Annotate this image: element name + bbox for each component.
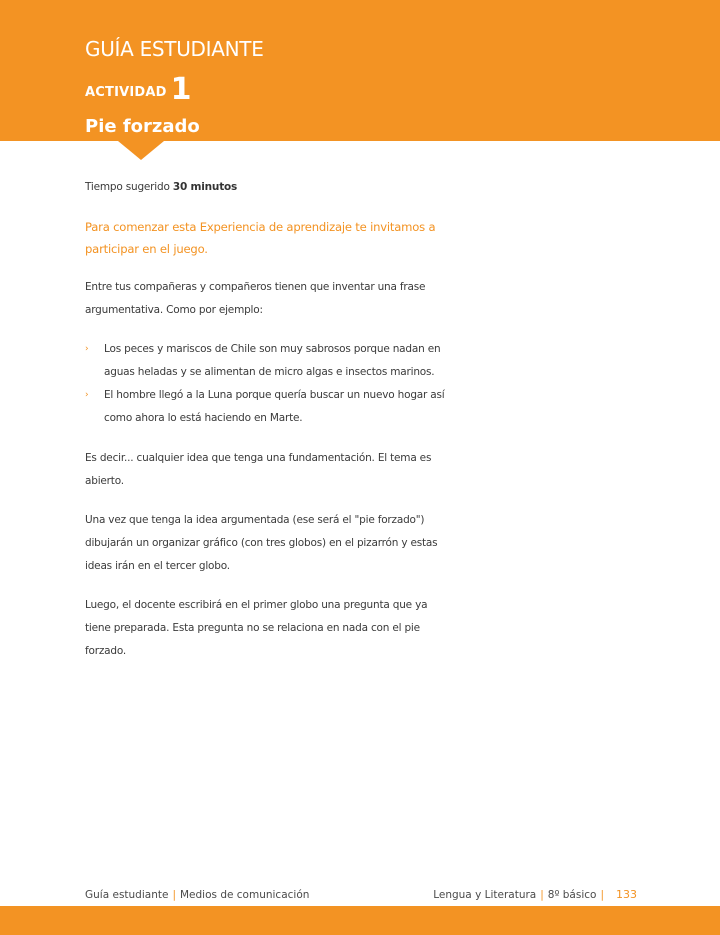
- list-item: [85, 384, 453, 430]
- footer-separator: |: [600, 889, 604, 901]
- paragraph-4: Luego, el docente escribirá en el primer globo una pregunta que ya tiene preparada. Esta pregunta no se relaciona en nada con el pie forzado.: [85, 599, 428, 657]
- footer-guide-label: Guía estudiante: [85, 889, 169, 901]
- bullet-icon: ›: [85, 344, 89, 354]
- intro-text: Para comenzar esta Experiencia de aprendizaje te invitamos a participar en el juego.: [85, 220, 436, 256]
- footer-unit-label: Medios de comunicación: [179, 889, 310, 901]
- bullet-icon: ›: [85, 390, 89, 400]
- time-value: 30 minutos: [172, 181, 238, 193]
- paragraph-2: Es decir... cualquier idea que tenga una fundamentación. El tema es abierto.: [85, 452, 432, 487]
- footer-left: [85, 889, 309, 901]
- time-prefix: Tiempo sugerido: [85, 181, 173, 193]
- suggested-time: [85, 176, 453, 199]
- activity-number: 1: [170, 72, 192, 107]
- footer-grade-label: 8º básico: [547, 889, 597, 901]
- footer-right: [433, 888, 637, 901]
- list-item: [85, 338, 453, 384]
- footer-separator: |: [540, 889, 544, 901]
- guide-title: GUÍA ESTUDIANTE: [85, 37, 264, 61]
- footer-subject-label: Lengua y Literatura: [433, 889, 537, 901]
- header-notch: [118, 141, 164, 160]
- footer-band: [0, 906, 720, 935]
- activity-title: Pie forzado: [85, 116, 200, 137]
- activity-label: ACTIVIDAD: [85, 85, 167, 100]
- list-item-text: El hombre llegó a la Luna porque quería buscar un nuevo hogar así como ahora lo está haciendo en Marte.: [104, 389, 445, 424]
- paragraph-1: Entre tus compañeras y compañeros tienen que inventar una frase argumentativa. Como por ejemplo:: [85, 281, 426, 316]
- footer-separator: |: [172, 889, 176, 901]
- list-item-text: Los peces y mariscos de Chile son muy sabrosos porque nadan en aguas heladas y se alimentan de micro algas e insectos marinos.: [104, 343, 441, 378]
- main-content: [85, 176, 453, 663]
- examples-list: [85, 338, 453, 430]
- paragraph-3: Una vez que tenga la idea argumentada (ese será el "pie forzado") dibujarán un organizar gráfico (con tres globos) en el pizarrón y estas ideas irán en el tercer globo.: [85, 514, 438, 572]
- activity-heading: [85, 72, 192, 107]
- page-number: 133: [616, 888, 637, 901]
